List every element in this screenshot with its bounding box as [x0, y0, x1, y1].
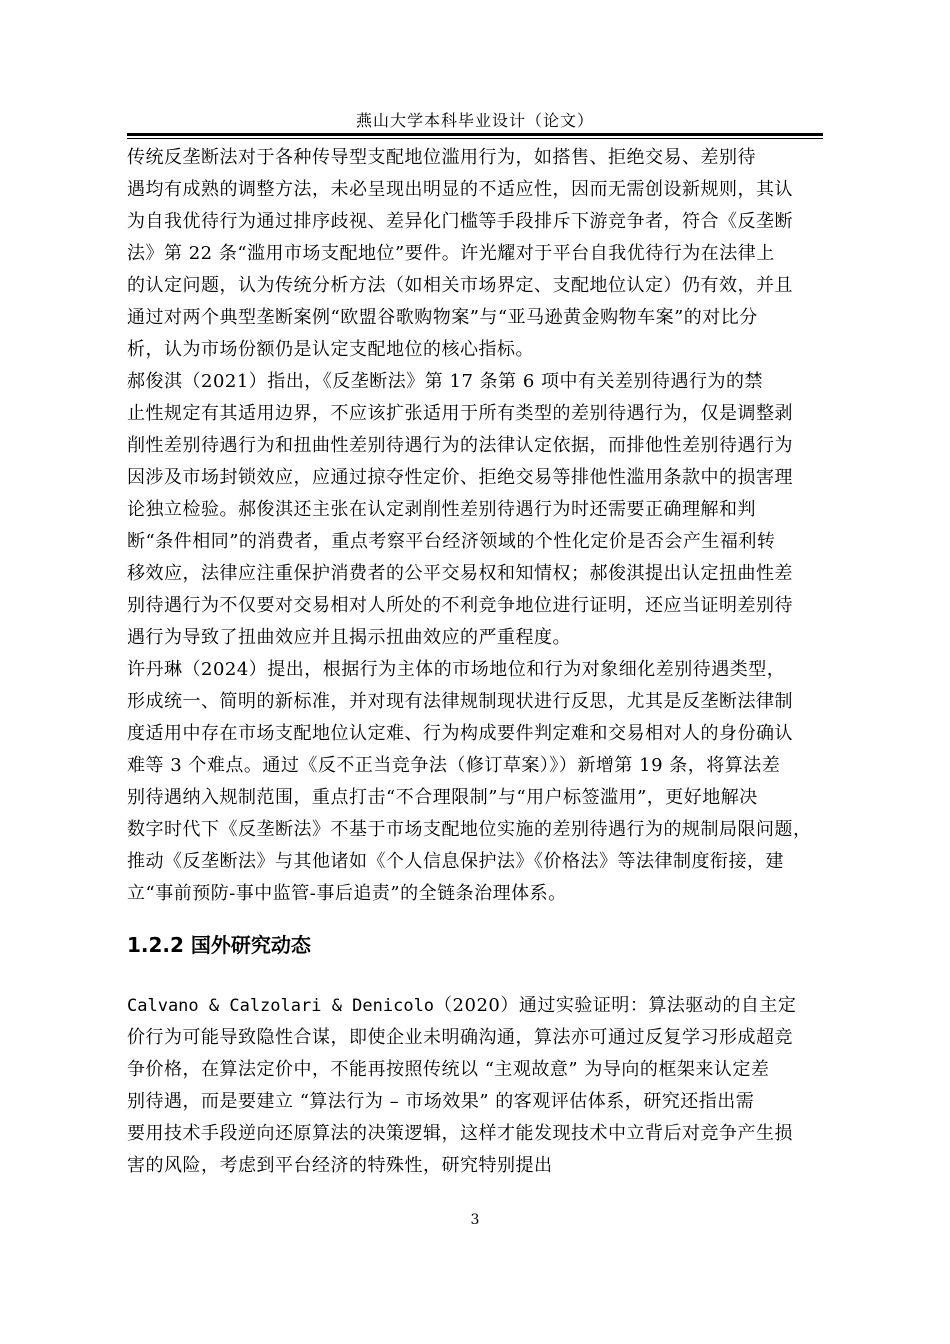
- header-rule-thick: [127, 133, 823, 136]
- paragraph-traditional-antitrust: 传统反垄断法对于各种传导型支配地位滥用行为，如搭售、拒绝交易、差别待 遇均有成熟的调整方法，未必呈现出明显的不适应性，因而无需创设新规则，其认 为自我优待行为通过排序歧视、差异化门槛等手段排斥下游竞争者，符合《反垄断 法》第 22 条“滥用市场支配地位”要件。许光耀对于平台自我优待行为在法律上 的认定问题，认为传统分析方法（如相关市场界定、支配地位认定）仍有效，并且 通过对两个典型垄断案例“欧盟谷歌购物案”与“亚马逊黄金购物车案”的对比分 析，认为市场份额仍是认定支配地位的核心指标。: [127, 147, 793, 360]
- document-body: [127, 142, 827, 1182]
- paragraph-calvano-authors: Calvano & Calzolari & Denicolo: [127, 996, 435, 1016]
- paragraph-xu-danlin: 许丹琳（2024）提出，根据行为主体的市场地位和行为对象细化差别待遇类型， 形成统一、简明的新标准，并对现有法律规制现状进行反思，尤其是反垄断法律制 度适用中存在市场支配地位认定难、行为构成要件判定难和交易相对人的身份确认 难等 3 个难点。通过《反不正当竞争法（修订草案）》）新增第 19 条，将算法差 别待遇纳入规制范围，重点打击“不合理限制”与“用户标签滥用”，更好地解决 数字时代下《反垄断法》不基于市场支配地位实施的差别待遇行为的规制局限问题， 推动《反垄断法》与其他诸如《个人信息保护法》《价格法》等法律制度衔接，建 立“事前预防-事中监管-事后追责”的全链条治理体系。: [127, 659, 812, 904]
- page-number: 3: [470, 1212, 480, 1228]
- paragraph-calvano-text: （2020）通过实验证明：算法驱动的自主定 价行为可能导致隐性合谋，即使企业未明确沟通，算法亦可通过反复学习形成超竞 争价格，在算法定价中，不能再按照传统以 “主观故意” 为导向的框架来认定差 别待遇，而是要建立 “算法行为 – 市场效果” 的客观评估体系，研究还指出需 要用技术手段逆向还原算法的决策逻辑，这样才能发现技术中立背后对竞争产生损 害的风险，考虑到平台经济的特殊性，研究特别提出: [127, 995, 797, 1176]
- paragraph-calvano: [127, 990, 827, 1182]
- header-rule-thin: [127, 138, 823, 139]
- paragraph-hao-junqi: 郝俊淇（2021）指出，《反垄断法》第 17 条第 6 项中有关差别待遇行为的禁 止性规定有其适用边界，不应该扩张适用于所有类型的差别待遇行为，仅是调整剥 削性差别待遇行为和扭曲性差别待遇行为的法律认定依据，而排他性差别待遇行为 因涉及市场封锁效应，应通过掠夺性定价、拒绝交易等排他性滥用条款中的损害理 论独立检验。郝俊淇还主张在认定剥削性差别待遇行为时还需要正确理解和判 断“条件相同”的消费者，重点考察平台经济领域的个性化定价是否会产生福利转 移效应，法律应注重保护消费者的公平交易权和知情权；郝俊淇提出认定扭曲性差 别待遇行为不仅要对交易相对人所处的不利竞争地位进行证明，还应当证明差别待 遇行为导致了扭曲效应并且揭示扭曲效应的严重程度。: [127, 371, 793, 648]
- page-header-title: 燕山大学本科毕业设计（论文）: [355, 111, 594, 130]
- section-heading: 1.2.2 国外研究动态: [127, 933, 311, 957]
